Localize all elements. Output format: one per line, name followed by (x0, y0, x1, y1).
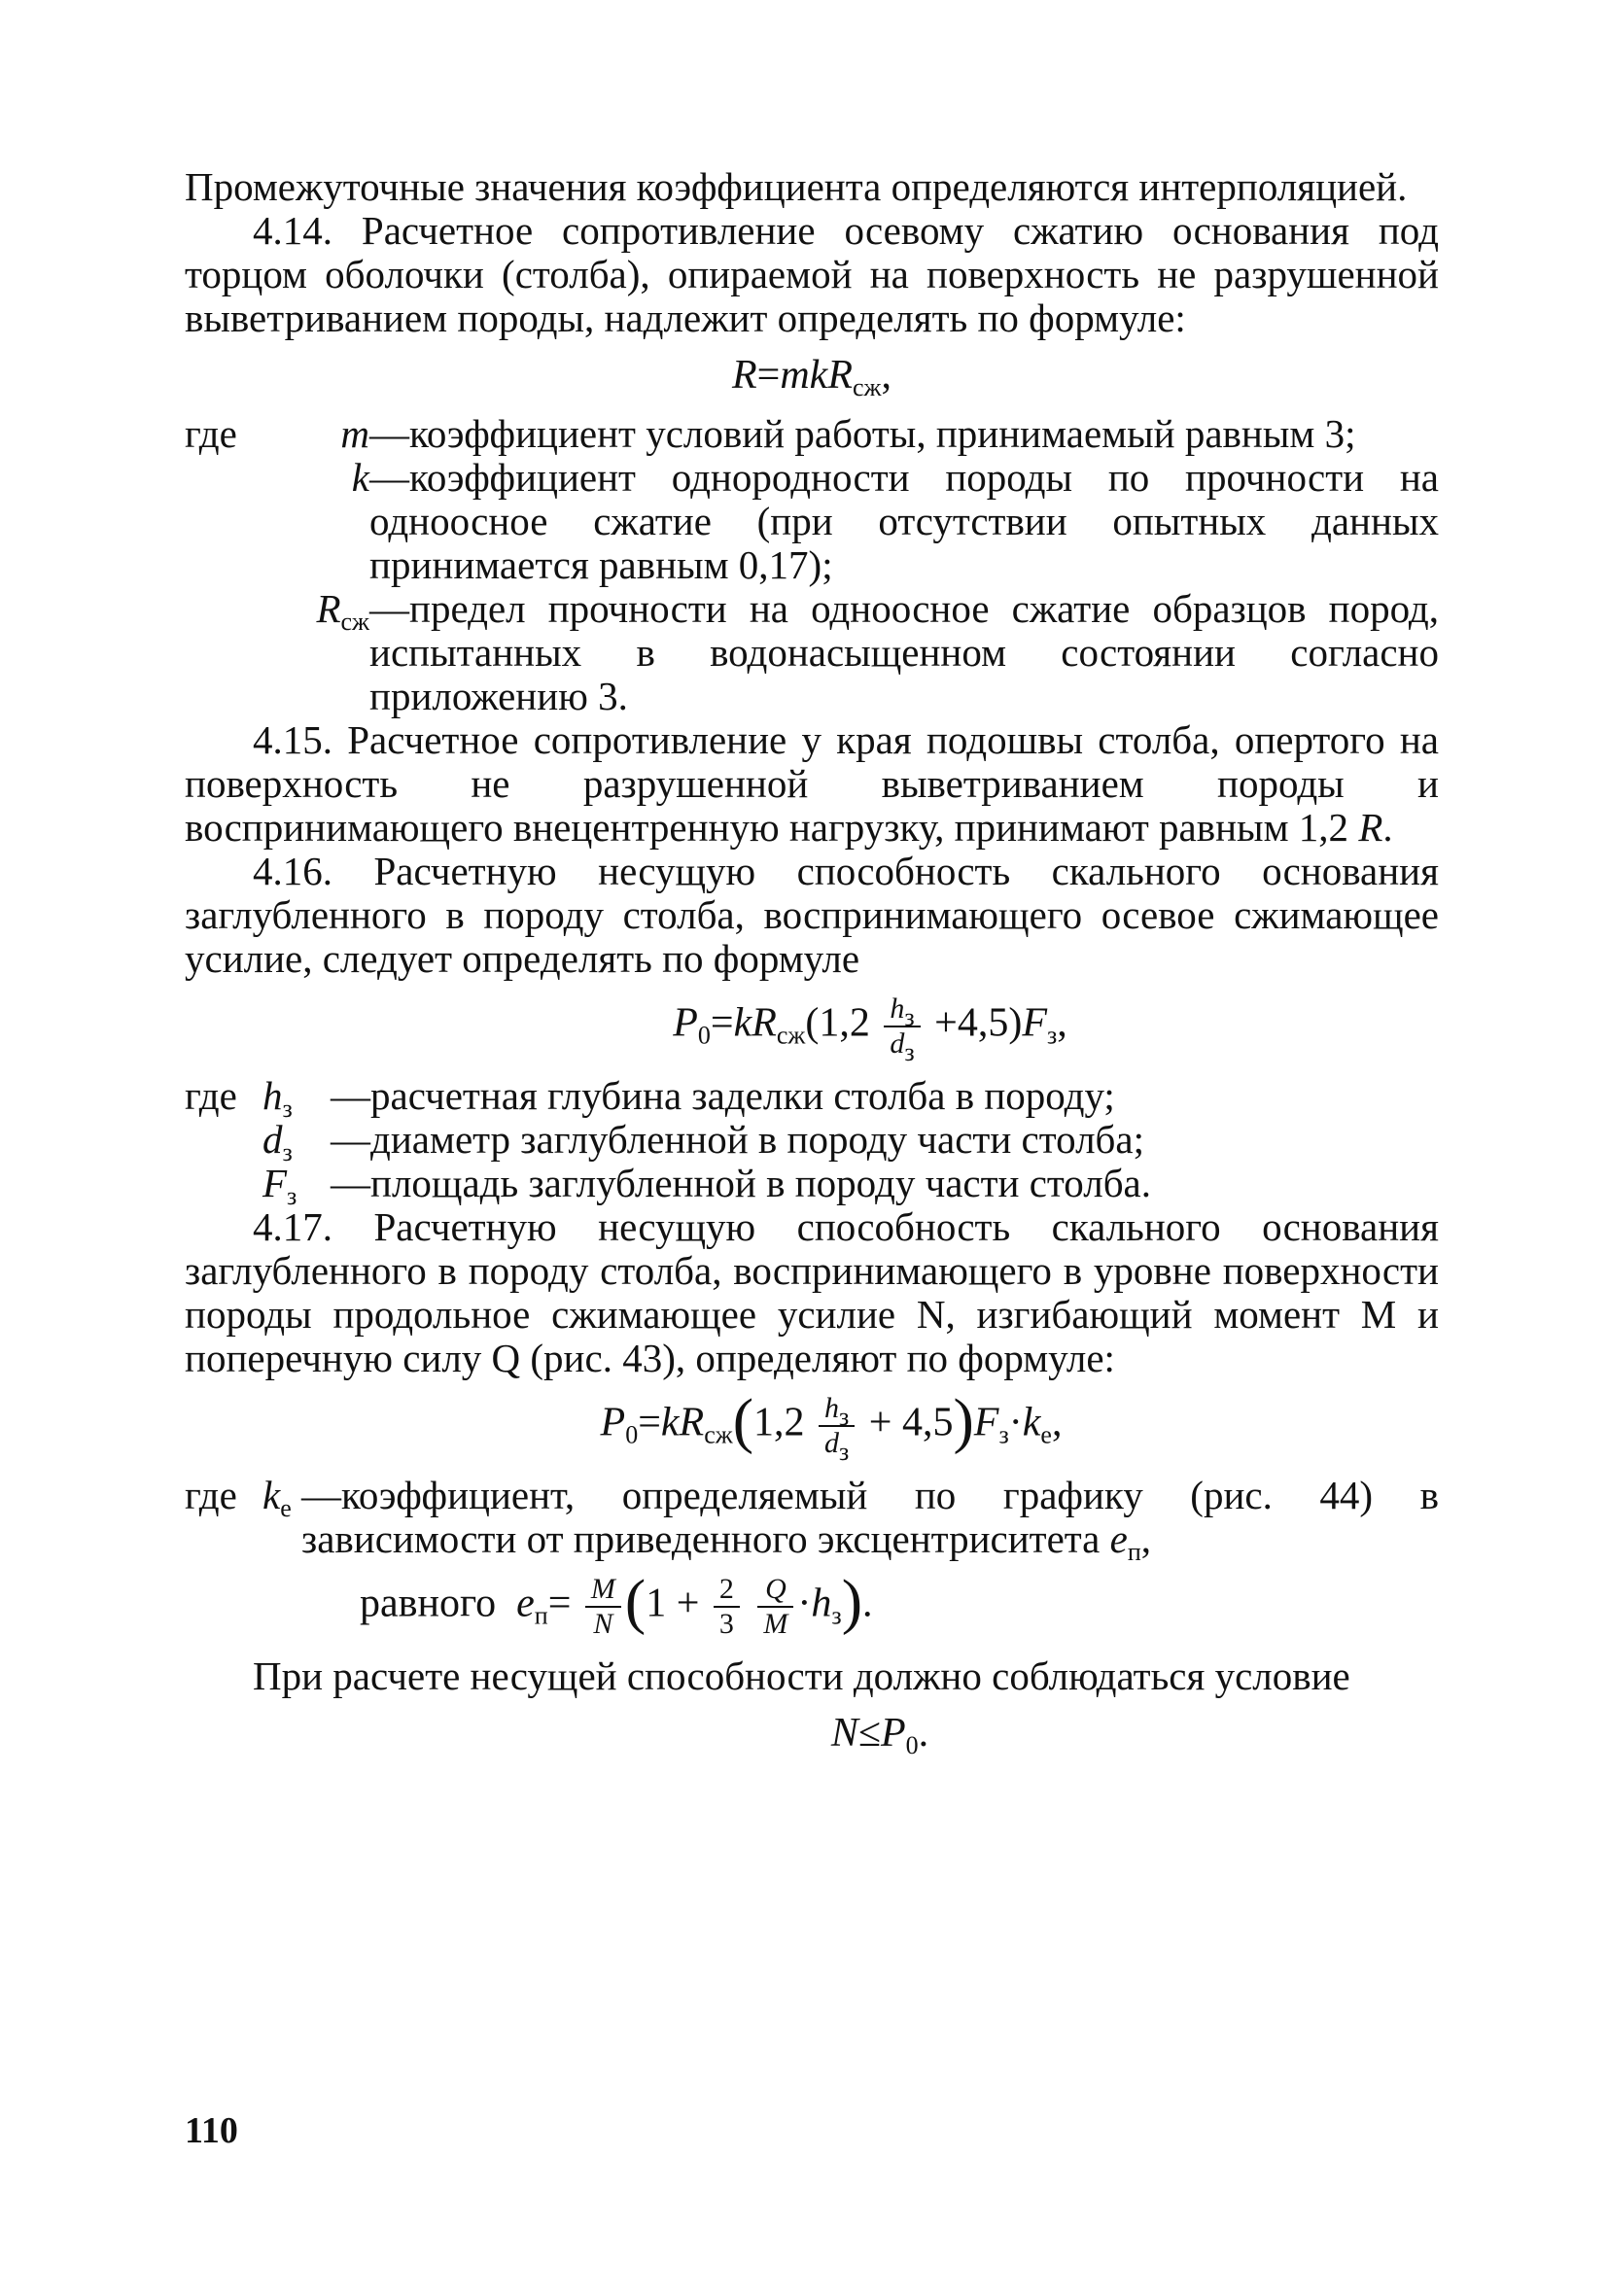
definition-text: —диаметр заглубленной в породу части столба; (331, 1117, 1144, 1162)
clause-4-17: 4.17. Расчетную несущую способность скального основания заглубленного в породу столба, воспринимающего в уровне поверхности породы продольное сжимающее усилие N, изгибающий момент M и поперечную силу Q (рис. 43), определяют по формуле: (185, 1204, 1439, 1380)
formula-rhs: mkR (780, 353, 853, 398)
text-column (185, 165, 1439, 1770)
definition-symbol: $F_з$ (262, 1161, 297, 1210)
formula-sub: сж (852, 373, 882, 401)
formula-tail: , (881, 353, 891, 398)
formula-capacity-axial: $P_0=kR_{сж}(1,2$ $\frac{h_з}{d_з}$ $+4,5)F_з$, (673, 992, 1067, 1066)
page-number: 110 (185, 2110, 238, 2151)
definitions-2 (185, 1073, 1439, 1210)
definition-symbol: k (351, 455, 369, 500)
definition-symbol: $k_e$ (262, 1473, 292, 1522)
definition-text: —площадь заглубленной в породу части столба. (331, 1161, 1152, 1205)
condition-paragraph: При расчете несущей способности должно соблюдаться условие (253, 1653, 1350, 1698)
definition-d (185, 1117, 1439, 1166)
fraction-h-d: $\frac{h_з}{d_з}$ (884, 992, 920, 1061)
formula-capacity-eccentric: $P_0=kR_{сж}(1,2$ $\frac{h_з}{d_з}$ + $4,5)F_з\cdot k_e$, (600, 1385, 1063, 1466)
clause-4-15: 4.15. Расчетное сопротивление у края подошвы столба, опертого на поверхность не разрушенной выветриванием породы и воспринимающего внецентренную нагрузку, принимают равным 1,2 R. (185, 717, 1439, 850)
definitions-1 (185, 412, 1439, 718)
definition-k (185, 456, 1439, 587)
definition-text: —коэффициент однородности породы по прочности на одноосное сжатие (при отсутствии опытных данных принимается равным 0,17); (369, 455, 1439, 587)
definition-text: —коэффициент условий работы, принимаемый равным 3; (369, 411, 1356, 456)
formula-resistance (185, 352, 1439, 399)
where-label: где (185, 1473, 237, 1517)
fraction-2-3: $\frac{2}{3}$ (714, 1573, 740, 1641)
definition-text: —коэффициент, определяемый по графику (рис. 44) в зависимости от приведенного эксцентриситета $e_п$, (301, 1473, 1439, 1566)
definition-symbol: m (340, 411, 369, 456)
definition-text: —расчетная глубина заделки столба в породу; (331, 1073, 1115, 1118)
definition-text: —предел прочности на одноосное сжатие образцов пород, испытанных в водонасыщенном состоянии согласно приложению 3. (369, 586, 1439, 718)
clause-4-14: 4.14. Расчетное сопротивление осевому сжатию основания под торцом оболочки (столба), опираемой на поверхность не разрушенной выветриванием породы, надлежит определять по формуле: (185, 208, 1439, 340)
formula-eq: = (756, 353, 781, 398)
definition-rcomp (185, 587, 1439, 718)
definition-ke (185, 1473, 1439, 1566)
where-label: где (185, 411, 237, 456)
definition-m (185, 412, 1439, 456)
formula-condition: $N\le P_0$. (830, 1711, 929, 1759)
definition-symbol: $d_з$ (262, 1117, 293, 1166)
where-label: где (185, 1073, 237, 1118)
clause-4-16: 4.16. Расчетную несущую способность скального основания заглубленного в породу столба, воспринимающего осевое сжимающее усилие, следует определять по формуле (185, 849, 1439, 981)
formula-eccentricity: равного $e_п=$ $\frac{M}{N}$ (1 + $\frac{2}{3}$ $\frac{Q}{M}$ $\cdot h_з$). (360, 1566, 873, 1640)
intro-paragraph: Промежуточные значения коэффициента определяются интерполяцией. (185, 164, 1408, 209)
definition-f (185, 1161, 1439, 1210)
fraction-q-m: $\frac{Q}{M}$ (757, 1573, 793, 1641)
definition-h (185, 1073, 1439, 1123)
fraction-m-n: $\frac{M}{N}$ (585, 1573, 621, 1641)
fraction-h-d: $\frac{h_з}{d_з}$ (819, 1392, 855, 1460)
definition-symbol: $h_з$ (262, 1073, 293, 1123)
formula-lhs: R (732, 353, 757, 398)
definition-symbol: $R_{сж}$ (316, 586, 369, 636)
